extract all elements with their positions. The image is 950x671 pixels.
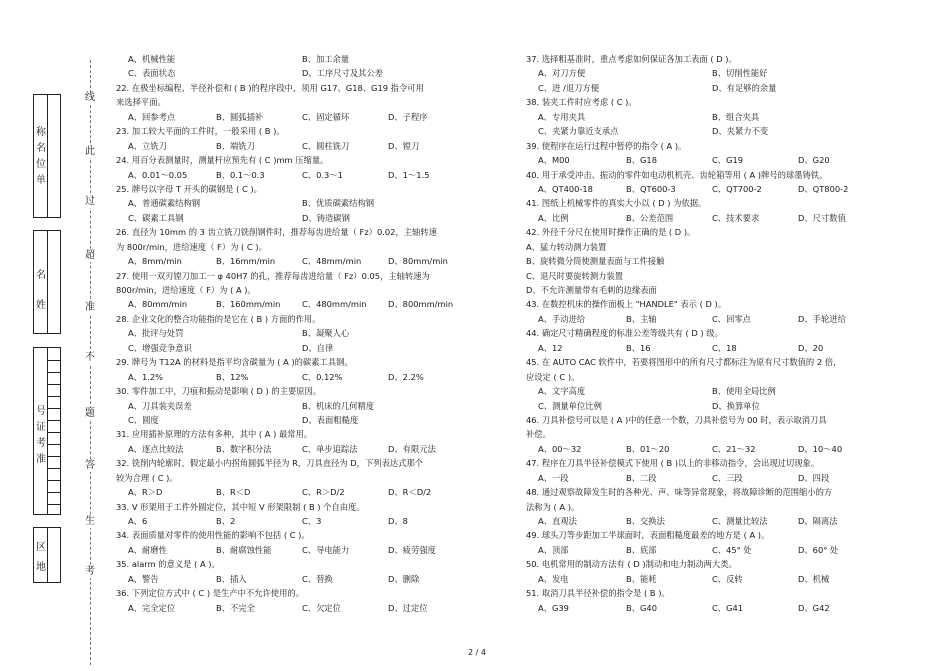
grid-line (47, 384, 61, 385)
option-row (526, 124, 926, 138)
seal-char: 题 (85, 408, 95, 419)
option-b: B、机床的几何精度 (302, 400, 375, 411)
option-c: C、45° 处 (712, 544, 752, 555)
option-row (116, 572, 506, 586)
option-row (116, 297, 506, 311)
option-b: B、凝聚人心 (302, 328, 350, 339)
option-c: C、G41 (712, 602, 744, 613)
seal-char: 考 (85, 566, 95, 577)
question-line (116, 586, 506, 600)
option-c: C、R＞D/2 (302, 487, 345, 498)
question-line (526, 95, 926, 109)
option-b: D、夹紧力不变 (712, 126, 769, 137)
line-text: B、旋转微分筒使测量表面与工件接触 (526, 256, 665, 267)
grid-line (47, 480, 61, 481)
question-line (116, 427, 506, 441)
line-text: C、退尺时要旋转测力装置 (526, 270, 624, 281)
seal-char: 准 (85, 302, 95, 313)
question-line (526, 586, 926, 600)
seal-char: 生 (85, 516, 95, 527)
option-a: A、80mm/min (128, 299, 188, 310)
option-b: B、16 (626, 342, 651, 353)
question-line (116, 283, 506, 297)
option-d: D、20 (798, 342, 824, 353)
exam-number-label (34, 404, 48, 468)
question-line (526, 52, 926, 66)
option-d: D、G42 (798, 602, 830, 613)
option-b: B、二段 (626, 472, 657, 483)
question-line (526, 557, 926, 571)
option-a: A、手动进给 (538, 313, 586, 324)
option-b: B、数字积分法 (216, 443, 272, 454)
option-a: A、0.01～0.05 (128, 169, 188, 180)
option-b: B、12% (216, 371, 249, 382)
option-row (526, 471, 926, 485)
region-box (33, 527, 61, 583)
question-line (526, 269, 926, 283)
option-a: A、一段 (538, 472, 569, 483)
question-line (526, 370, 926, 384)
line-text: 33. V 形架用于工件外圆定位，其中短 V 形架限制 ( B ) 个自由度。 (116, 501, 365, 512)
option-b: B、优质碳素结构钢 (302, 198, 375, 209)
binding-label-char: 准 (36, 454, 46, 465)
question-line (116, 269, 506, 283)
option-b: B、QT600-3 (626, 183, 676, 194)
option-d: D、删除 (388, 573, 420, 584)
option-c: C、技术要求 (712, 212, 760, 223)
option-a: A、批评与处罚 (128, 328, 184, 339)
option-a: A、M00 (538, 155, 570, 166)
option-row (116, 66, 506, 80)
option-a: C、进 /退刀方便 (538, 82, 600, 93)
left-question-column (116, 52, 506, 615)
line-text: 29. 牌号为 T12A 的材料是指平均含碳量为 ( A )的碳素工具钢。 (116, 357, 353, 368)
option-b: B、端铣刀 (216, 140, 255, 151)
grid-line (47, 444, 61, 445)
line-text: 46. 刀具补偿号可以是 ( A )中的任意一个数，刀具补偿号为 00 时，表示取消刀具 (526, 414, 827, 425)
option-d: D、60° 处 (798, 544, 839, 555)
option-a: C、测量单位比例 (538, 400, 602, 411)
option-row (526, 341, 926, 355)
option-a: A、1.2% (128, 371, 164, 382)
line-text: 51. 取消刀具半径补偿的指令是 ( B )。 (526, 588, 670, 599)
line-text: 应设定 ( C )。 (526, 371, 580, 382)
question-line (526, 485, 926, 499)
option-b: B、R＜D (216, 487, 251, 498)
option-c: C、0.12% (302, 371, 343, 382)
question-line (116, 471, 506, 485)
name-label (34, 261, 48, 321)
line-text: 30. 零件加工中，刀痕和振动是影响 ( D ) 的主要原因。 (116, 386, 322, 397)
option-a: A、顶部 (538, 544, 569, 555)
option-row (116, 370, 506, 384)
option-b: D、自律 (302, 342, 334, 353)
option-a: A、完全定位 (128, 602, 176, 613)
option-a: A、QT400-18 (538, 183, 593, 194)
seal-char: 超 (85, 250, 95, 261)
exam-number-box (33, 347, 61, 515)
right-question-column (526, 52, 926, 615)
line-text: 44. 确定尺寸精确程度的标准公差等级共有 ( D ) 级。 (526, 328, 723, 339)
option-b: B、加工余量 (302, 54, 350, 64)
line-text: 26. 直径为 10mm 的 3 齿立铣刀铣削钢件时，推荐每齿进给量（ Fz）0.02，主轴转速 (116, 227, 437, 238)
binding-label-char: 名 (36, 270, 46, 281)
line-text: 补偿。 (526, 429, 551, 440)
option-a: A、专用夹具 (538, 111, 586, 122)
grid-line (47, 468, 61, 469)
question-line (526, 500, 926, 514)
line-text: 36. 下列定位方式中 ( C ) 是生产中不允许使用的。 (116, 588, 304, 599)
option-c: C、QT700-2 (712, 183, 762, 194)
question-line (116, 95, 506, 109)
option-b: B、使用全局比例 (712, 386, 776, 397)
binding-label-char: 姓 (36, 300, 46, 311)
name-box (33, 230, 61, 334)
option-row (116, 399, 506, 413)
line-text: 27. 使用一双刃镗刀加工一 φ 40H7 的孔，推荐每齿进给量（ Fz）0.05，主轴转速为 (116, 270, 430, 281)
line-text: 24. 用百分表测量时，测量杆应预先有 ( C )mm 压缩量。 (116, 155, 329, 166)
option-row (526, 384, 926, 398)
option-c: C、0.3～1 (302, 169, 343, 180)
line-text: 43. 在数控机床的操作面板上 "HANDLE" 表示 ( D )。 (526, 299, 727, 310)
line-text: 34. 表面质量对零件的使用性能的影响不包括 ( C )。 (116, 530, 310, 541)
line-text: 为 800r/min，进给速度（ F）为 ( C )。 (116, 241, 267, 252)
line-text: 28. 企业文化的整合功能指的是它在 ( B ) 方面的作用。 (116, 313, 321, 324)
option-row (116, 601, 506, 615)
option-row (526, 601, 926, 615)
option-b: B、公差范围 (626, 212, 674, 223)
line-text: 32. 铣削内轮廓时，假定最小内拐角圆弧半径为 R，刀具直径为 D，下列表达式那个 (116, 458, 424, 469)
question-line (526, 254, 926, 268)
option-b: D、铸造碳钢 (302, 212, 350, 223)
option-a: A、G39 (538, 602, 569, 613)
option-c: C、替换 (302, 573, 333, 584)
line-text: 法称为 ( A )。 (526, 501, 580, 512)
option-a: A、8mm/min (128, 256, 182, 267)
option-b: B、0.1～0.3 (216, 169, 265, 180)
option-a: A、直观法 (538, 516, 577, 526)
line-text: 800r/min，进给速度（ F）为 ( A )。 (116, 285, 256, 295)
option-row (116, 139, 506, 153)
option-b: D、表面粗糙度 (302, 414, 359, 425)
line-text: 35. alarm 的意义是 ( A )。 (116, 559, 220, 570)
option-a: A、刀具装夹误差 (128, 400, 192, 411)
option-d: D、8 (388, 516, 408, 526)
option-b: B、圆弧插补 (216, 111, 264, 122)
question-line (116, 528, 506, 542)
option-row (526, 182, 926, 196)
grid-line (47, 360, 61, 361)
option-a: C、增强竞争意识 (128, 342, 192, 353)
line-text: 37. 选择粗基准时，重点考虑如何保证各加工表面 ( D )。 (526, 54, 737, 64)
option-row (526, 572, 926, 586)
option-b: B、底部 (626, 544, 657, 555)
seal-char: 过 (85, 196, 95, 207)
option-row (526, 442, 926, 456)
grid-line (47, 456, 61, 457)
option-row (116, 326, 506, 340)
option-a: C、表面状态 (128, 68, 176, 79)
option-d: D、过定位 (388, 602, 428, 613)
option-row (526, 543, 926, 557)
line-text: 31. 应用插补原理的方法有多种，其中 ( A ) 最常用。 (116, 429, 313, 440)
line-text: D、不允许测量带有毛刺的边缘表面 (526, 285, 657, 295)
option-row (116, 514, 506, 528)
option-b: B、组合夹具 (712, 111, 760, 122)
line-text: 47. 程序在刀具半径补偿模式下使用 ( B )以上的非移动指令，会出现过切现象。 (526, 458, 820, 469)
question-line (526, 225, 926, 239)
option-d: D、镗刀 (388, 140, 420, 151)
line-text: 25. 牌号以字母 T 开头的碳钢是 ( C )。 (116, 183, 262, 194)
line-text: 23. 加工较大平面的工件时，一般采用 ( B )。 (116, 126, 285, 137)
option-d: D、机械 (798, 573, 830, 584)
seal-char: 不 (85, 352, 95, 363)
line-text: 39. 使程序在运行过程中暂停的指令 ( A )。 (526, 140, 687, 151)
option-d: D、2.2% (388, 371, 424, 382)
binding-label-char: 号 (36, 406, 46, 417)
option-b: B、01～20 (626, 443, 670, 454)
option-d: D、10～40 (798, 443, 843, 454)
option-row (116, 341, 506, 355)
option-c: C、48mm/min (302, 256, 362, 267)
question-line (526, 326, 926, 340)
grid-line (47, 432, 61, 433)
page-number: 2 / 4 (468, 648, 486, 657)
question-line (526, 456, 926, 470)
question-line (526, 528, 926, 542)
line-text: 45. 在 AUTO CAC 软件中，若要将图形中的所有尺寸都标注为原有尺寸数值的 2 倍, (526, 357, 836, 368)
option-c: C、G19 (712, 155, 744, 166)
option-c: C、欠定位 (302, 602, 341, 613)
option-a: A、对刀方便 (538, 68, 586, 79)
grid-line (47, 396, 61, 397)
option-row (526, 399, 926, 413)
option-row (116, 110, 506, 124)
option-row (116, 543, 506, 557)
question-line (116, 355, 506, 369)
option-c: C、测量比较法 (712, 516, 768, 526)
seal-char: 线 (85, 92, 95, 103)
grid-line (47, 504, 61, 505)
option-b: B、G40 (626, 602, 657, 613)
option-c: C、单步追踪法 (302, 443, 358, 454)
option-d: D、手轮进给 (798, 313, 846, 324)
option-a: A、R＞D (128, 487, 163, 498)
line-text: 来选择平面。 (116, 97, 166, 108)
unit-name-box (33, 94, 61, 218)
unit-label (34, 125, 48, 189)
option-c: C、导电能力 (302, 544, 350, 555)
option-a: A、逐点比较法 (128, 443, 184, 454)
question-line (526, 283, 926, 297)
option-a: A、回参考点 (128, 111, 176, 122)
grid-line (47, 372, 61, 373)
option-b: D、换算单位 (712, 400, 760, 411)
question-line (526, 413, 926, 427)
option-row (116, 52, 506, 66)
question-line (116, 240, 506, 254)
question-line (116, 153, 506, 167)
option-d: D、有限元法 (388, 443, 436, 454)
option-b: B、耐腐蚀性能 (216, 544, 272, 555)
option-c: C、三段 (712, 472, 743, 483)
option-b: B、2 (216, 516, 236, 526)
question-line (526, 427, 926, 441)
question-line (116, 182, 506, 196)
option-row (116, 196, 506, 210)
option-a: A、警告 (128, 573, 159, 584)
option-c: C、固定循环 (302, 111, 350, 122)
binding-label-char: 证 (36, 422, 46, 433)
option-b: B、G18 (626, 155, 657, 166)
option-b: B、交换法 (626, 516, 665, 526)
region-label (34, 538, 48, 578)
option-b: B、16mm/min (216, 256, 276, 267)
option-a: C、夹紧力靠近支承点 (538, 126, 619, 137)
option-row (526, 81, 926, 95)
option-d: D、隔离法 (798, 516, 838, 526)
binding-label-char: 考 (36, 438, 46, 449)
option-row (526, 211, 926, 225)
option-c: C、480mm/min (302, 299, 367, 310)
option-b: D、工序尺寸及其公差 (302, 68, 384, 79)
option-a: C、碳素工具钢 (128, 212, 184, 223)
option-a: A、12 (538, 342, 563, 353)
binding-label-char: 地 (36, 562, 46, 573)
option-c: C、回零点 (712, 313, 751, 324)
line-text: 42. 外径千分尺在使用时操作正确的是 ( D )。 (526, 227, 696, 238)
binding-label-char: 位 (36, 159, 46, 170)
question-line (526, 355, 926, 369)
seal-char: 此 (85, 146, 95, 157)
option-a: A、比例 (538, 212, 569, 223)
option-a: A、普通碳素结构钢 (128, 198, 201, 209)
binding-label-char: 称 (36, 127, 46, 138)
line-text: 41. 图纸上机械零件的真实大小以 ( D ) 为依据。 (526, 198, 707, 209)
question-line (526, 139, 926, 153)
option-a: A、发电 (538, 573, 569, 584)
option-a: A、6 (128, 516, 148, 526)
line-text: 48. 通过观察故障发生时的各种光、声、味等异常现象，将故障诊断的范围缩小的方 (526, 487, 833, 498)
question-line (116, 384, 506, 398)
option-c: C、3 (302, 516, 322, 526)
option-d: D、四段 (798, 472, 830, 483)
option-row (116, 211, 506, 225)
option-a: A、机械性能 (128, 54, 176, 64)
line-text: A、猛力转动测力装置 (526, 241, 607, 252)
question-line (116, 557, 506, 571)
binding-label-char: 名 (36, 143, 46, 154)
line-text: 49. 球头刀等步距加工半球面时，表面粗糙度最差的地方是 ( A )。 (526, 530, 770, 541)
option-b: B、能耗 (626, 573, 657, 584)
option-a: C、圆度 (128, 414, 159, 425)
line-text: 较为合理 ( C )。 (116, 472, 178, 483)
binding-label-char: 单 (36, 175, 46, 186)
option-d: D、疲劳强度 (388, 544, 436, 555)
option-row (526, 514, 926, 528)
question-line (116, 312, 506, 326)
binding-label-char: 区 (36, 542, 46, 553)
option-b: D、有足够的余量 (712, 82, 777, 93)
option-d: D、G20 (798, 155, 830, 166)
option-c: C、圆柱铣刀 (302, 140, 350, 151)
option-c: C、21～32 (712, 443, 756, 454)
option-b: B、160mm/min (216, 299, 281, 310)
option-b: B、主轴 (626, 313, 657, 324)
option-a: A、文字高度 (538, 386, 586, 397)
option-d: D、子程序 (388, 111, 428, 122)
option-d: D、QT800-2 (798, 183, 849, 194)
line-text: 38. 装夹工件时应考虑 ( C )。 (526, 97, 637, 108)
option-row (116, 168, 506, 182)
question-line (526, 196, 926, 210)
option-c: C、反转 (712, 573, 743, 584)
option-a: A、耐磨性 (128, 544, 167, 555)
grid-line (47, 408, 61, 409)
option-d: D、1～1.5 (388, 169, 430, 180)
question-line (116, 124, 506, 138)
question-line (526, 240, 926, 254)
option-b: B、切削性能好 (712, 68, 768, 79)
option-d: D、800mm/min (388, 299, 454, 310)
grid-line (47, 420, 61, 421)
option-row (116, 442, 506, 456)
line-text: 22. 在极坐标编程、半径补偿和 ( B )的程序段中，须用 G17、G18、G19 指令可用 (116, 82, 424, 93)
option-c: C、18 (712, 342, 737, 353)
option-row (116, 254, 506, 268)
question-line (526, 168, 926, 182)
option-a: A、立铣刀 (128, 140, 167, 151)
question-line (116, 500, 506, 514)
seal-char: 答 (85, 460, 95, 471)
option-row (116, 413, 506, 427)
option-row (526, 312, 926, 326)
option-a: A、00～32 (538, 443, 582, 454)
grid-line (47, 492, 61, 493)
question-line (116, 81, 506, 95)
option-b: B、插入 (216, 573, 247, 584)
question-line (116, 225, 506, 239)
option-d: D、尺寸数值 (798, 212, 846, 223)
option-row (116, 485, 506, 499)
option-d: D、80mm/min (388, 256, 448, 267)
option-b: B、不完全 (216, 602, 255, 613)
question-line (526, 297, 926, 311)
question-line (116, 456, 506, 470)
line-text: 50. 电机常用的制动方法有 ( D )制动和电力制动两大类。 (526, 559, 737, 570)
option-row (526, 153, 926, 167)
option-row (526, 110, 926, 124)
option-d: D、R＜D/2 (388, 487, 432, 498)
option-row (526, 66, 926, 80)
line-text: 40. 用于承受冲击、振动的零件如电动机机壳、齿轮箱等用 ( A )牌号的球墨铸铁。 (526, 169, 828, 180)
